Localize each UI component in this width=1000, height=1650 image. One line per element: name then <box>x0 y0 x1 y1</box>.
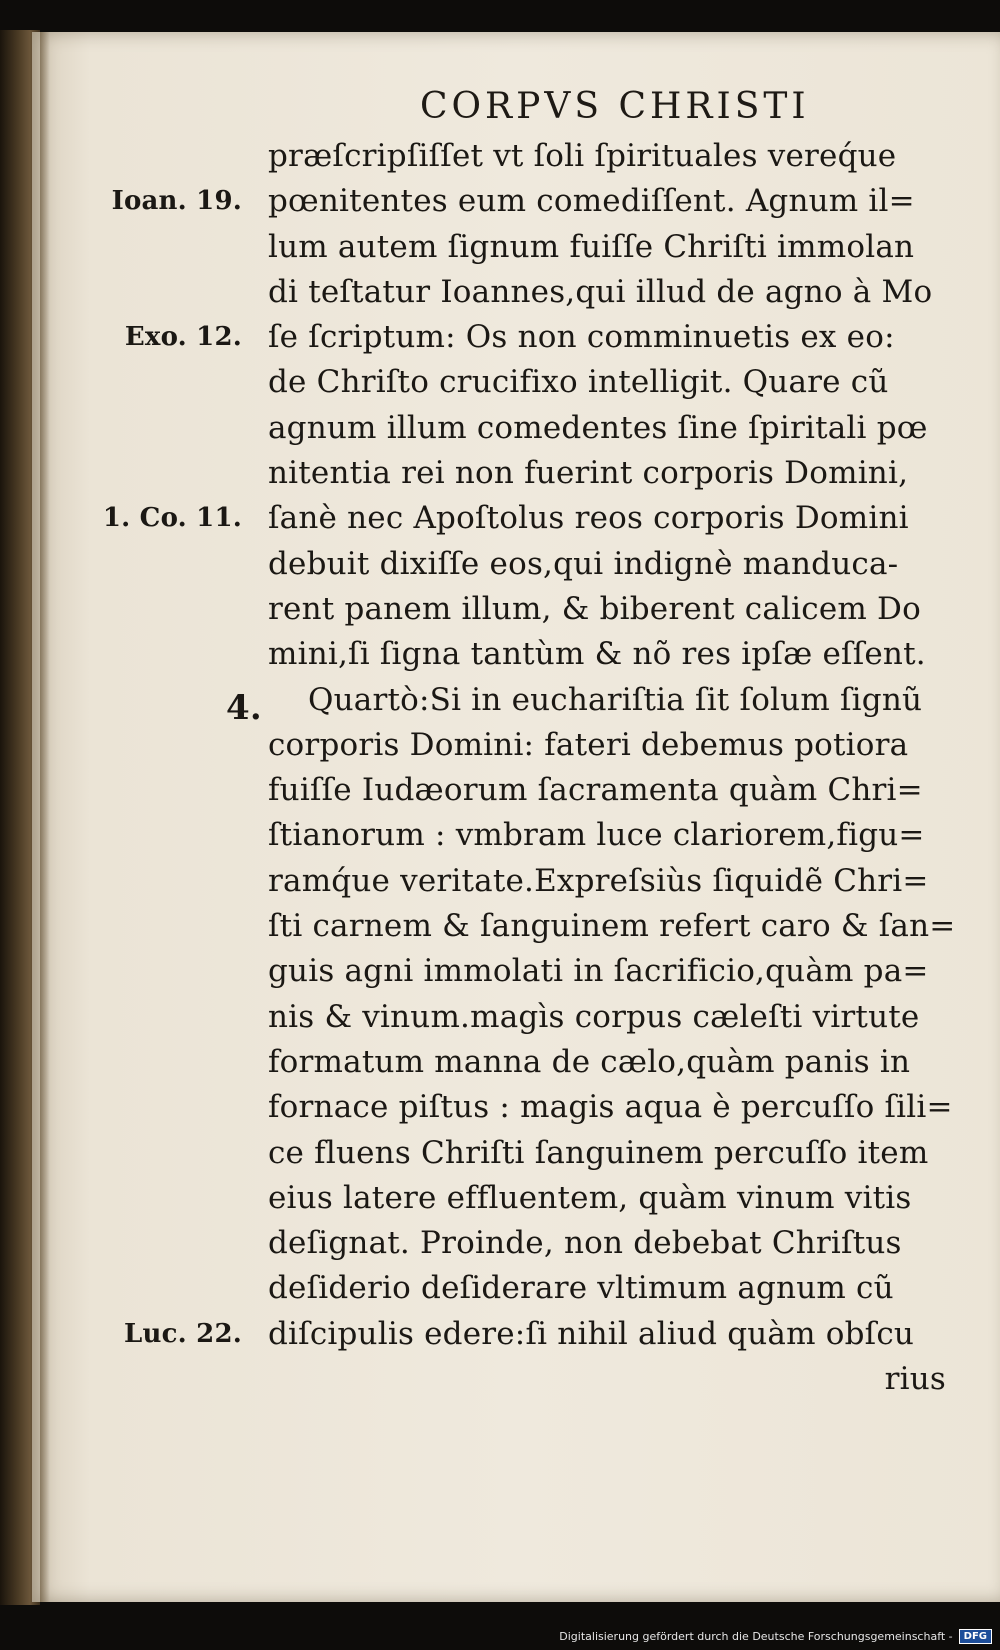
margin-reference: Luc. 22. <box>124 1318 242 1349</box>
line-text: deſignat. Proinde, non debebat Chriſtus <box>268 1225 902 1262</box>
line-text: de Chriſto crucifixo intelligit. Quare cũ <box>268 364 889 401</box>
line-text: deſiderio deſiderare vltimum agnum cũ <box>268 1270 894 1307</box>
text-line <box>268 632 958 677</box>
text-line <box>111 179 958 224</box>
text-line <box>226 678 958 728</box>
line-text: ramq́ue veritate.Expreſsiùs ſiquidẽ Chri= <box>268 862 929 899</box>
line-text: fornace piſtus : magis aqua è percuſſo ſili= <box>268 1089 953 1126</box>
margin-reference: Ioan. 19. <box>111 186 242 217</box>
line-text: pœnitentes eum comediſſent. Agnum il= <box>268 183 915 220</box>
line-text: Quartò:Si in euchariſtia ſit ſolum ſignũ <box>308 681 923 718</box>
text-line <box>268 813 958 858</box>
text-line <box>268 1040 958 1085</box>
text-line <box>268 134 958 179</box>
text-line <box>268 406 958 451</box>
text-line <box>102 496 958 541</box>
text-line <box>268 360 958 405</box>
line-text: lum autem ſignum fuiſſe Chriſti immolan <box>268 228 915 265</box>
section-number: 4. <box>226 687 262 728</box>
text-line <box>268 859 958 904</box>
text-line <box>268 1266 958 1311</box>
text-line <box>268 1176 958 1221</box>
page-gutter-shadow <box>40 32 50 1602</box>
text-line <box>268 225 958 270</box>
dfg-logo-icon: DFG <box>959 1629 992 1644</box>
margin-reference: 1. Co. 11. <box>102 503 242 534</box>
line-text: eius latere effluentem, quàm vinum vitis <box>268 1179 912 1216</box>
catchword: rius <box>884 1361 946 1398</box>
text-line <box>268 1221 958 1266</box>
text-line <box>268 904 958 949</box>
line-text: guis agni immolati in ſacrificio,quàm pa= <box>268 953 929 990</box>
line-text: ſanè nec Apoſtolus reos corporis Domini <box>268 500 909 537</box>
line-text: agnum illum comedentes ſine ſpiritali pœ <box>268 409 928 446</box>
line-text: diſcipulis edere:ſi nihil aliud quàm obſcu <box>268 1315 915 1352</box>
text-line <box>268 995 958 1040</box>
line-text: ſe ſcriptum: Os non comminuetis ex eo: <box>268 319 895 356</box>
line-text: rent panem illum, & biberent calicem Do <box>268 590 921 627</box>
line-text: ſtianorum : vmbram luce clariorem,figu= <box>268 817 925 854</box>
running-title: CORPVS CHRISTI <box>420 86 810 127</box>
text-line <box>268 768 958 813</box>
text-line <box>124 315 958 360</box>
line-text: fuiſſe Iudæorum ſacramenta quàm Chri= <box>268 772 923 809</box>
line-text: ce fluens Chriſti ſanguinem percuſſo item <box>268 1134 929 1171</box>
text-line <box>268 587 958 632</box>
text-line <box>268 270 958 315</box>
line-text: di teſtatur Ioannes,qui illud de agno à Mo <box>268 273 933 310</box>
text-line <box>268 1085 958 1130</box>
body-text <box>102 134 958 1402</box>
line-text: nis & vinum.magìs corpus cæleſti virtute <box>268 998 920 1035</box>
line-text: nitentia rei non fuerint corporis Domini, <box>268 455 909 492</box>
text-line <box>268 723 958 768</box>
line-text: corporis Domini: fateri debemus potiora <box>268 726 909 763</box>
line-text: præſcripſiſſet vt ſoli ſpirituales vereq́ue <box>268 138 897 174</box>
text-line <box>268 451 958 496</box>
margin-reference: Exo. 12. <box>124 322 242 353</box>
text-line <box>268 542 958 587</box>
text-line <box>268 949 958 994</box>
line-text: debuit dixiſſe eos,qui indignè manduca- <box>268 545 899 582</box>
line-text: mini,ſi ſigna tantùm & nõ res ipſæ eſſent. <box>268 636 926 673</box>
line-text: formatum manna de cælo,quàm panis in <box>268 1043 911 1080</box>
funding-credit: Digitalisierung gefördert durch die Deutsche Forschungsgemeinschaft - <box>559 1630 953 1643</box>
text-line <box>124 1312 958 1357</box>
digitization-footer <box>559 1629 992 1644</box>
text-line <box>268 1131 958 1176</box>
line-text: ſti carnem & ſanguinem refert caro & ſan= <box>268 908 956 945</box>
